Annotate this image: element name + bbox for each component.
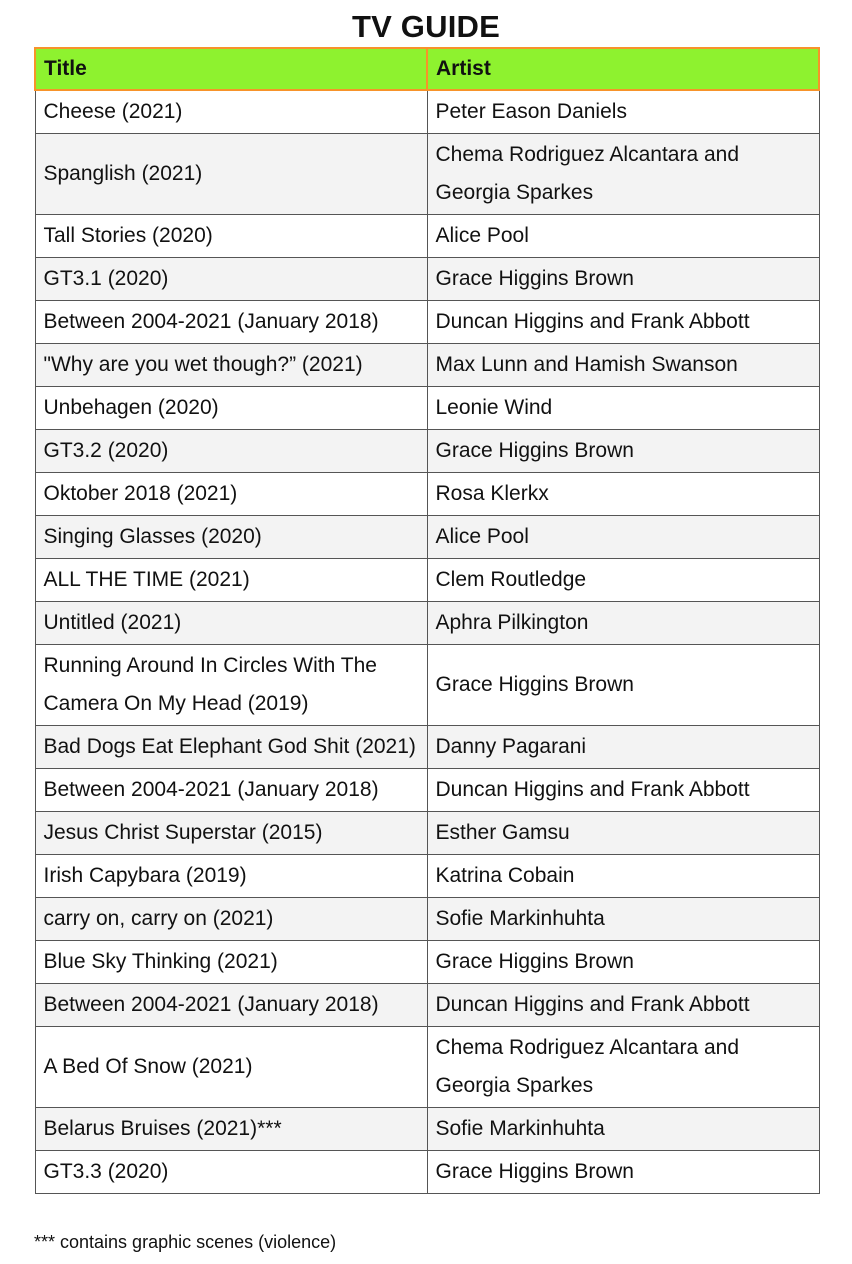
table-row bbox=[35, 301, 819, 344]
table-row bbox=[35, 602, 819, 645]
cell-title: Tall Stories (2020) bbox=[35, 215, 427, 258]
cell-artist: Sofie Markinhuhta bbox=[427, 898, 819, 941]
cell-title: Spanglish (2021) bbox=[35, 134, 427, 215]
cell-title: A Bed Of Snow (2021) bbox=[35, 1027, 427, 1108]
table-row bbox=[35, 769, 819, 812]
table-row bbox=[35, 1151, 819, 1194]
cell-artist: Aphra Pilkington bbox=[427, 602, 819, 645]
table-row bbox=[35, 387, 819, 430]
table-row bbox=[35, 1108, 819, 1151]
table-row bbox=[35, 1027, 819, 1108]
cell-artist: Leonie Wind bbox=[427, 387, 819, 430]
table-row bbox=[35, 898, 819, 941]
table-row bbox=[35, 430, 819, 473]
table-row bbox=[35, 473, 819, 516]
table-row bbox=[35, 215, 819, 258]
table-row bbox=[35, 516, 819, 559]
cell-artist: Rosa Klerkx bbox=[427, 473, 819, 516]
cell-title: Bad Dogs Eat Elephant God Shit (2021) bbox=[35, 726, 427, 769]
table-row bbox=[35, 90, 819, 134]
cell-title: Singing Glasses (2020) bbox=[35, 516, 427, 559]
cell-title: GT3.1 (2020) bbox=[35, 258, 427, 301]
cell-title: ALL THE TIME (2021) bbox=[35, 559, 427, 602]
cell-title: Between 2004-2021 (January 2018) bbox=[35, 301, 427, 344]
cell-artist: Katrina Cobain bbox=[427, 855, 819, 898]
tv-guide-table bbox=[34, 47, 820, 1194]
cell-artist: Grace Higgins Brown bbox=[427, 1151, 819, 1194]
cell-title: Between 2004-2021 (January 2018) bbox=[35, 984, 427, 1027]
table-row bbox=[35, 559, 819, 602]
cell-artist: Grace Higgins Brown bbox=[427, 430, 819, 473]
cell-artist: Alice Pool bbox=[427, 516, 819, 559]
table-row bbox=[35, 344, 819, 387]
cell-artist: Alice Pool bbox=[427, 215, 819, 258]
cell-artist: Clem Routledge bbox=[427, 559, 819, 602]
cell-title: Irish Capybara (2019) bbox=[35, 855, 427, 898]
footnote: *** contains graphic scenes (violence) bbox=[34, 1232, 337, 1252]
cell-title: Jesus Christ Superstar (2015) bbox=[35, 812, 427, 855]
table-row bbox=[35, 855, 819, 898]
cell-artist: Grace Higgins Brown bbox=[427, 258, 819, 301]
cell-artist: Sofie Markinhuhta bbox=[427, 1108, 819, 1151]
page-title: TV GUIDE bbox=[351, 9, 500, 44]
table-body bbox=[35, 90, 819, 1194]
cell-title: Blue Sky Thinking (2021) bbox=[35, 941, 427, 984]
cell-artist: Max Lunn and Hamish Swanson bbox=[427, 344, 819, 387]
table-header-row bbox=[35, 48, 819, 90]
column-header-artist: Artist bbox=[427, 48, 819, 90]
cell-artist: Peter Eason Daniels bbox=[427, 90, 819, 134]
cell-title: GT3.3 (2020) bbox=[35, 1151, 427, 1194]
cell-title: Oktober 2018 (2021) bbox=[35, 473, 427, 516]
table-row bbox=[35, 812, 819, 855]
cell-artist: Duncan Higgins and Frank Abbott bbox=[427, 769, 819, 812]
cell-artist: Grace Higgins Brown bbox=[427, 941, 819, 984]
cell-title: Cheese (2021) bbox=[35, 90, 427, 134]
cell-artist: Chema Rodriguez Alcantara and Georgia Sparkes bbox=[427, 134, 819, 215]
cell-title: Unbehagen (2020) bbox=[35, 387, 427, 430]
cell-artist: Duncan Higgins and Frank Abbott bbox=[427, 984, 819, 1027]
table-row bbox=[35, 726, 819, 769]
cell-title: Belarus Bruises (2021)*** bbox=[35, 1108, 427, 1151]
cell-title: Running Around In Circles With The Camera On My Head (2019) bbox=[35, 645, 427, 726]
cell-artist: Danny Pagarani bbox=[427, 726, 819, 769]
table-row bbox=[35, 258, 819, 301]
cell-title: Between 2004-2021 (January 2018) bbox=[35, 769, 427, 812]
table-row bbox=[35, 984, 819, 1027]
cell-title: carry on, carry on (2021) bbox=[35, 898, 427, 941]
cell-artist: Grace Higgins Brown bbox=[427, 645, 819, 726]
cell-title: Untitled (2021) bbox=[35, 602, 427, 645]
cell-artist: Chema Rodriguez Alcantara and Georgia Sparkes bbox=[427, 1027, 819, 1108]
cell-title: GT3.2 (2020) bbox=[35, 430, 427, 473]
cell-title: "Why are you wet though?” (2021) bbox=[35, 344, 427, 387]
cell-artist: Esther Gamsu bbox=[427, 812, 819, 855]
table-row bbox=[35, 645, 819, 726]
table-row bbox=[35, 134, 819, 215]
table-row bbox=[35, 941, 819, 984]
column-header-title: Title bbox=[35, 48, 427, 90]
cell-artist: Duncan Higgins and Frank Abbott bbox=[427, 301, 819, 344]
